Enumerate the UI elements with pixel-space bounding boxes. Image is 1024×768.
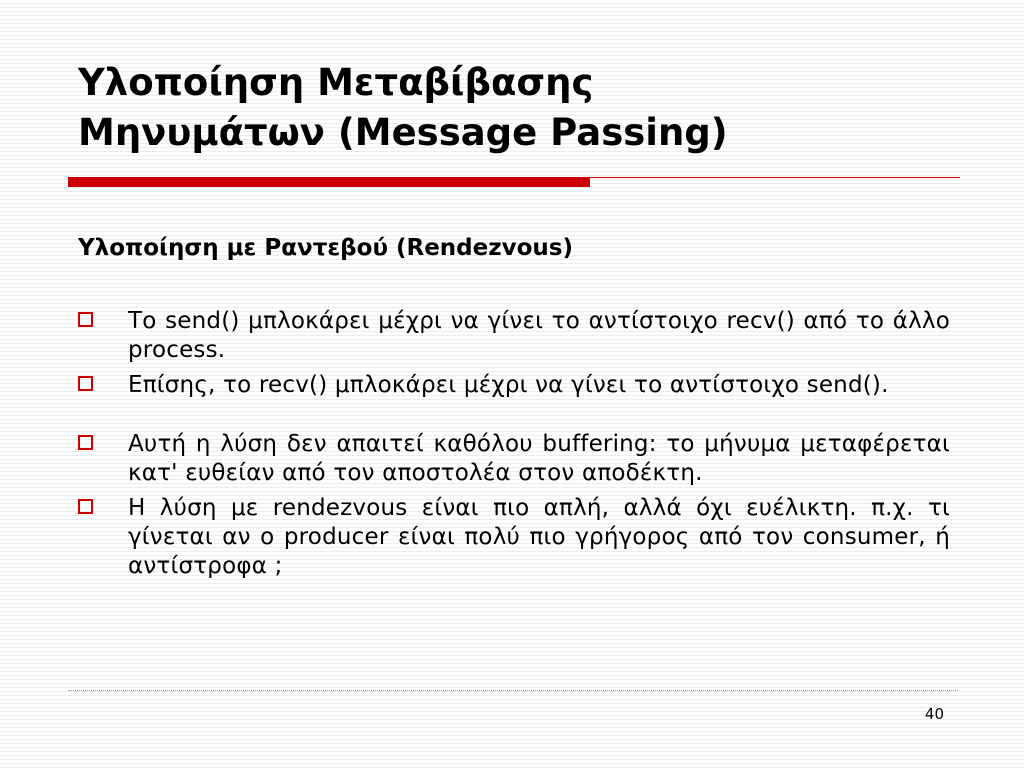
bullet-text: Η λύση με rendezvous είναι πιο απλή, αλλά όχι ευέλικτη. π.χ. τι γίνεται αν ο producer είναι πολύ πιο γρήγορος από τον consumer, ή αντίστροφα ; (128, 495, 950, 579)
title-underline-thin (590, 177, 960, 178)
slide-title-line-1: Υλοποίηση Μεταβίβασης (78, 61, 594, 104)
bullet-text: Το send() μπλοκάρει μέχρι να γίνει το αντίστοιχο recv() από το άλλο process. (128, 308, 950, 363)
bullet-list (78, 307, 950, 581)
bullet-item (78, 494, 950, 581)
square-bullet-icon (78, 312, 93, 327)
bullet-text: Αυτή η λύση δεν απαιτεί καθόλου buffering: το μήνυμα μεταφέρεται κατ' ευθείαν από τον αποστολέα στον αποδέκτη. (128, 431, 950, 486)
slide-title (78, 58, 978, 158)
bullet-item (78, 307, 950, 365)
bullet-text: Επίσης, το recv() μπλοκάρει μέχρι να γίνει το αντίστοιχο send(). (128, 372, 889, 398)
bullet-item (78, 371, 950, 400)
bullet-item (78, 430, 950, 488)
slide-subtitle: Υλοποίηση με Ραντεβού (Rendezvous) (78, 235, 573, 261)
title-underline-thick (68, 177, 590, 187)
page-number: 40 (924, 705, 944, 723)
square-bullet-icon (78, 435, 93, 450)
square-bullet-icon (78, 499, 93, 514)
square-bullet-icon (78, 376, 93, 391)
slide-title-line-2: Μηνυμάτων (Message Passing) (78, 111, 728, 154)
footer-divider (68, 690, 958, 691)
